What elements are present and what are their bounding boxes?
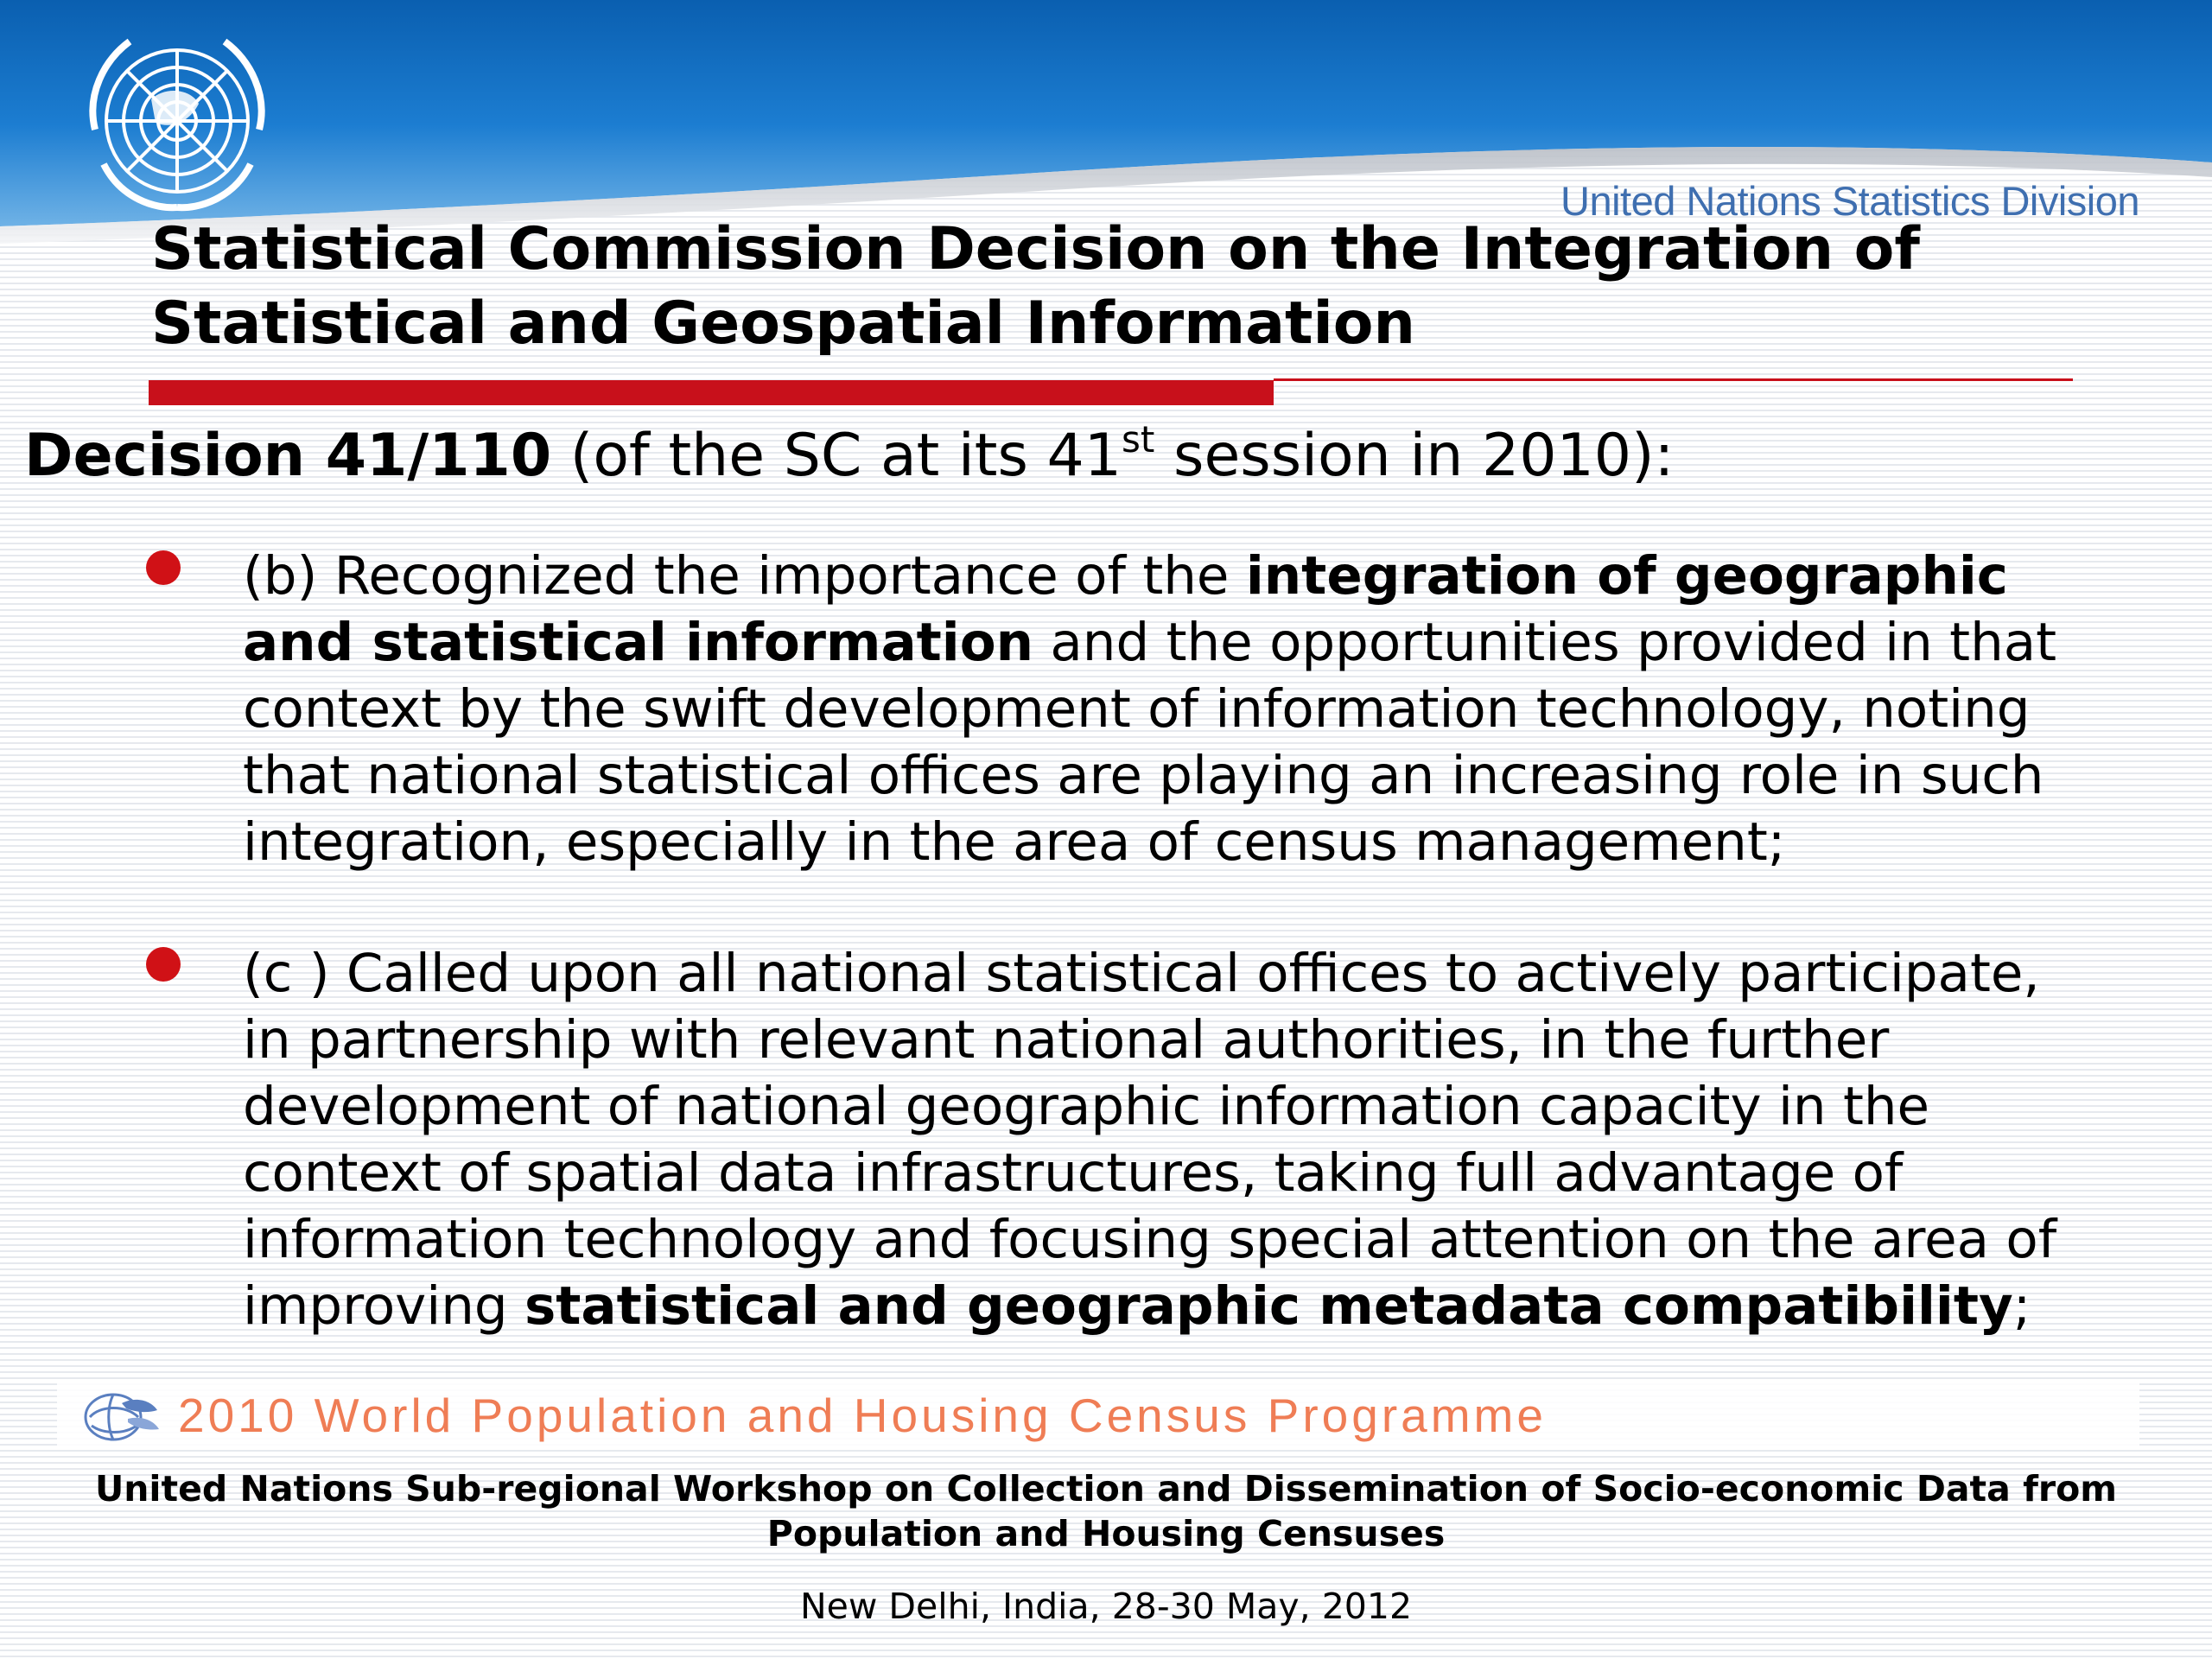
decision-ordinal-suffix: st xyxy=(1122,418,1155,461)
paragraph-line: that national statistical offices are playing an increasing role in such xyxy=(243,745,2044,806)
slide-title xyxy=(151,213,2095,361)
paragraph-line: integration, especially in the area of census management; xyxy=(243,811,1786,873)
bullet-dot xyxy=(146,947,181,982)
census-programme-banner xyxy=(57,1382,2139,1450)
decision-heading xyxy=(24,417,1674,495)
decision-number: Decision 41/110 xyxy=(24,422,552,490)
slide-title-line-2: Statistical and Geospatial Information xyxy=(151,289,1415,358)
slide-title-line-1: Statistical Commission Decision on the Integration of xyxy=(151,215,1920,283)
emphasis-text: statistical and geographic metadata compatibility xyxy=(524,1275,2013,1337)
decision-context-end: session in 2010): xyxy=(1154,422,1675,490)
paragraph-line: (c ) Called upon all national statistical offices to actively participate, xyxy=(243,943,2040,1004)
workshop-title-line-1: United Nations Sub-regional Workshop on Collection and Dissemination of Socio-economic Data from xyxy=(94,1468,2118,1510)
title-underline-thick xyxy=(149,380,1274,405)
paragraph-line: in partnership with relevant national authorities, in the further xyxy=(243,1009,1890,1071)
paragraph-line xyxy=(243,609,2187,676)
workshop-title-line-2: Population and Housing Censuses xyxy=(766,1513,1446,1554)
paragraph-line: context of spatial data infrastructures, taking full advantage of xyxy=(243,1142,1904,1204)
text-run: and the opportunities provided in that xyxy=(1033,612,2057,673)
decision-context: (of the SC at its 41 xyxy=(551,422,1122,490)
bullet-paragraph-b xyxy=(243,543,2187,875)
bullet-dot xyxy=(146,550,181,585)
workshop-title xyxy=(0,1466,2212,1556)
emphasis-text: integration of geographic xyxy=(1245,545,2008,607)
text-run: improving xyxy=(243,1275,524,1337)
bullet-paragraph-c xyxy=(243,940,2187,1339)
emphasis-text: and statistical information xyxy=(243,612,1034,673)
un-emblem-icon xyxy=(69,26,285,216)
paragraph-line: context by the swift development of information technology, noting xyxy=(243,678,2031,740)
title-underline-thin xyxy=(1274,378,2073,381)
text-run: ; xyxy=(2012,1275,2031,1337)
paragraph-line xyxy=(243,543,2187,609)
paragraph-line xyxy=(243,1273,2187,1339)
census-programme-title: 2010 World Population and Housing Census Programme xyxy=(178,1389,1547,1442)
paragraph-line: information technology and focusing special attention on the area of xyxy=(243,1209,2057,1270)
venue-date: New Delhi, India, 28-30 May, 2012 xyxy=(799,1586,1413,1627)
text-run: (b) Recognized the importance of the xyxy=(243,545,1246,607)
org-name: United Nations Statistics Division xyxy=(1560,178,2139,224)
paragraph-line: development of national geographic information capacity in the xyxy=(243,1076,1930,1137)
